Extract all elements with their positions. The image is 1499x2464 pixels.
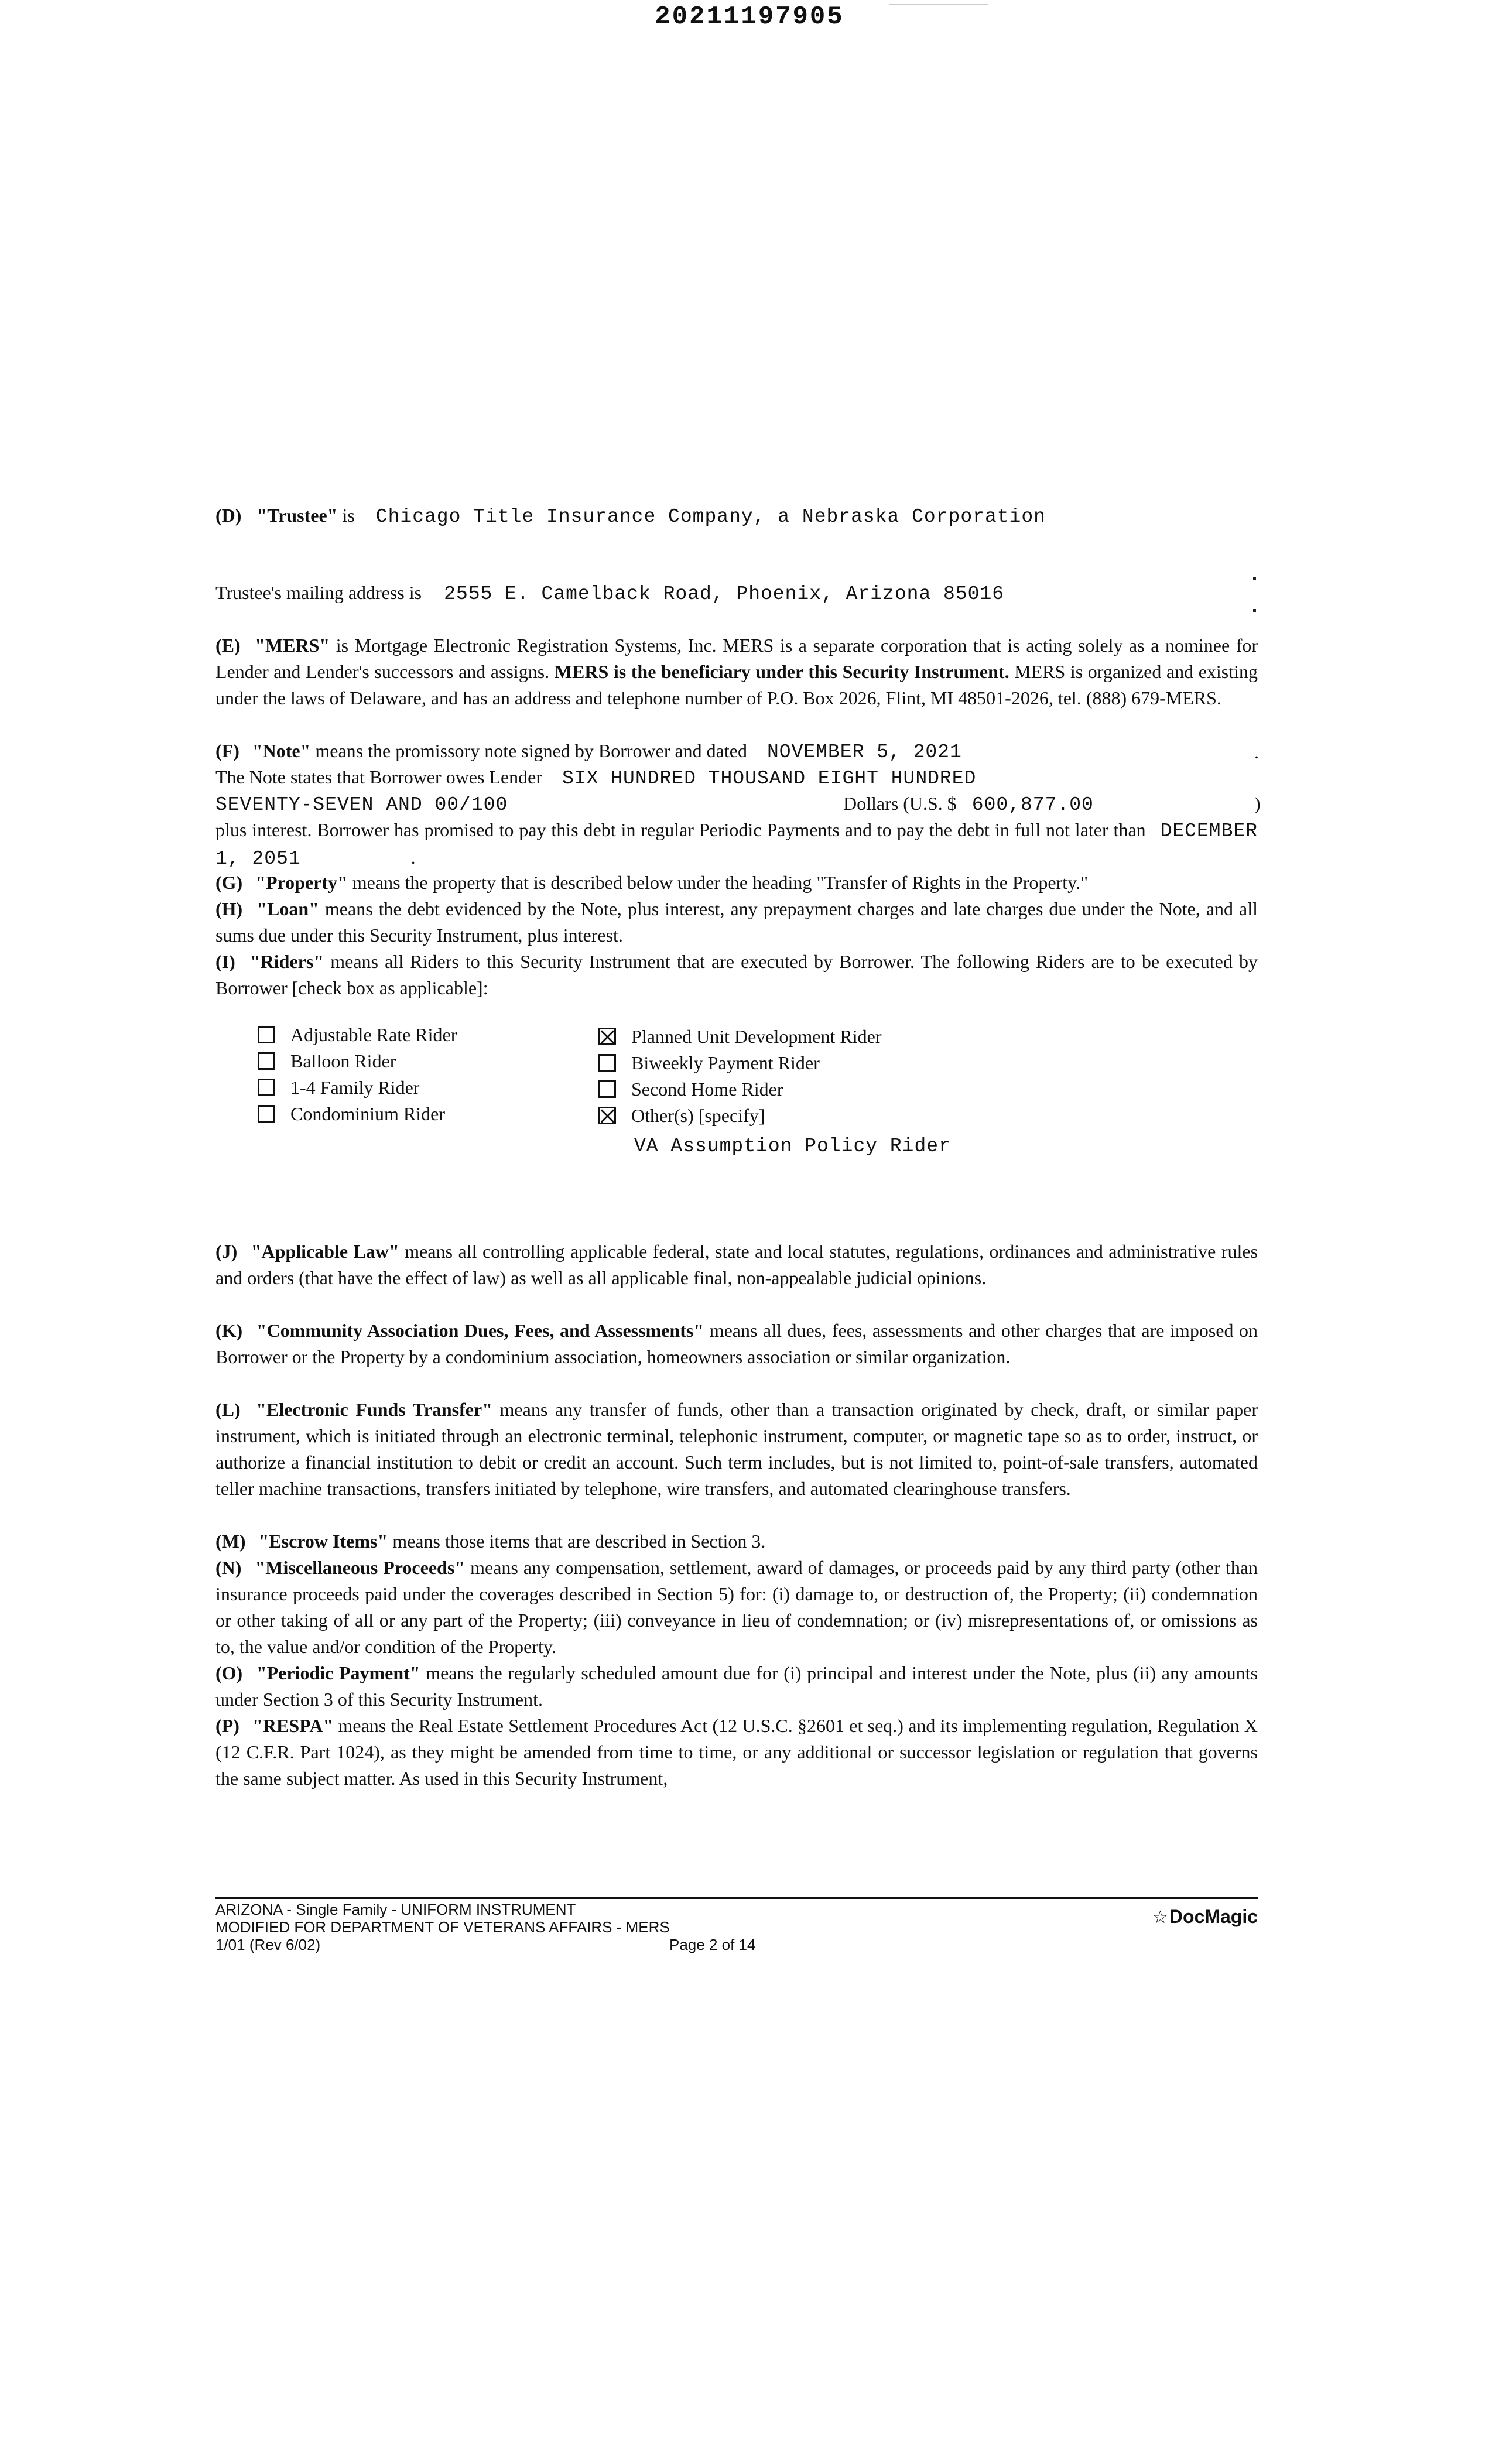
note-text-1: means the promissory note signed by Borrower and dated bbox=[315, 740, 747, 761]
riders-label: (I) bbox=[215, 951, 235, 972]
escrow-items-text: means those items that are described in Section 3. bbox=[392, 1531, 766, 1552]
escrow-items-paragraph bbox=[215, 1528, 1258, 1555]
trustee-address-line bbox=[215, 580, 1258, 607]
misc-proceeds-label: (N) bbox=[215, 1557, 242, 1578]
note-amount: 600,877.00 bbox=[971, 794, 1094, 816]
footer-line-2: MODIFIED FOR DEPARTMENT OF VETERANS AFFAIRS - MERS bbox=[215, 1918, 670, 1936]
community-association-paragraph bbox=[215, 1317, 1258, 1370]
rider-checkbox-checked[interactable] bbox=[598, 1107, 616, 1124]
rider-checkbox[interactable] bbox=[258, 1052, 275, 1070]
footer-page-number: Page 2 of 14 bbox=[669, 1936, 756, 1953]
note-line-1 bbox=[215, 738, 1258, 765]
loan-text: means the debt evidenced by the Note, plus interest, any prepayment charges and late charges due under the Note, and all sums due under this Security Instrument, plus interest. bbox=[215, 898, 1258, 946]
periodic-payment-text: means the regularly scheduled amount due for (i) principal and interest under the Note, plus (ii) any amounts under Section 3 of this Security Instrument. bbox=[215, 1662, 1258, 1710]
respa-paragraph bbox=[215, 1713, 1258, 1792]
docmagic-logo bbox=[1152, 1908, 1258, 1926]
mers-beneficiary-statement: MERS is the beneficiary under this Security Instrument. bbox=[554, 661, 1009, 682]
note-line-2 bbox=[215, 764, 1258, 792]
eft-label: (L) bbox=[215, 1399, 241, 1420]
header-rule bbox=[889, 4, 988, 5]
trustee-is: is bbox=[342, 505, 355, 526]
trustee-name: Chicago Title Insurance Company, a Nebraska Corporation bbox=[375, 506, 1046, 528]
note-dollars-line bbox=[843, 790, 1094, 818]
note-paragraph-end bbox=[215, 817, 1258, 872]
mers-label: (E) bbox=[215, 635, 241, 656]
footer-line-1: ARIZONA - Single Family - UNIFORM INSTRUMENT bbox=[215, 1901, 576, 1918]
escrow-items-label: (M) bbox=[215, 1531, 246, 1552]
margin-tick bbox=[1253, 609, 1256, 612]
trustee-line bbox=[215, 502, 1258, 530]
document-serial-number: 20211197905 bbox=[655, 2, 844, 32]
rider-other-specify: VA Assumption Policy Rider bbox=[634, 1135, 951, 1157]
rider-option-condominium: Condominium Rider bbox=[258, 1101, 445, 1127]
loan-term: "Loan" bbox=[256, 898, 319, 919]
loan-paragraph bbox=[215, 896, 1258, 949]
community-association-label: (K) bbox=[215, 1320, 243, 1341]
note-amount-words-1: SIX HUNDRED THOUSAND EIGHT HUNDRED bbox=[562, 768, 977, 789]
misc-proceeds-term: "Miscellaneous Proceeds" bbox=[255, 1557, 466, 1578]
applicable-law-text: means all controlling applicable federal, state and local statutes, regulations, ordinances and administrative rules and orders (that have the effect of law) as well as all applicable final, non-appealable judicial opinions. bbox=[215, 1241, 1258, 1288]
mers-term: "MERS" bbox=[255, 635, 330, 656]
property-label: (G) bbox=[215, 872, 243, 893]
trustee-address-label: Trustee's mailing address is bbox=[215, 582, 422, 603]
rider-checkbox[interactable] bbox=[258, 1026, 275, 1043]
star-icon: ☆ bbox=[1152, 1908, 1168, 1927]
loan-label: (H) bbox=[215, 898, 243, 919]
note-close-paren: ) bbox=[1254, 793, 1261, 814]
eft-text: means any transfer of funds, other than a transaction originated by check, draft, or similar paper instrument, which is initiated through an electronic terminal, telephonic instrument, computer, or magnetic tape so as to order, instruct, or authorize a financial institution to debit or credit an account. Such term includes, but is not limited to, point-of-sale transfers, automated teller machine transactions, transfers initiated by telephone, wire transfers, and automated clearinghouse transfers. bbox=[215, 1399, 1258, 1499]
note-dollars-label: Dollars (U.S. $ bbox=[843, 793, 957, 814]
community-association-term: "Community Association Dues, Fees, and Assessments" bbox=[256, 1320, 704, 1341]
applicable-law-paragraph bbox=[215, 1238, 1258, 1291]
note-date: NOVEMBER 5, 2021 bbox=[766, 741, 962, 763]
property-text: means the property that is described below under the heading "Transfer of Rights in the Property." bbox=[352, 872, 1089, 893]
periodic-payment-term: "Periodic Payment" bbox=[256, 1662, 420, 1683]
footer-form-info bbox=[215, 1901, 670, 1953]
note-term: "Note" bbox=[252, 740, 311, 761]
applicable-law-term: "Applicable Law" bbox=[251, 1241, 399, 1262]
trustee-term: "Trustee" bbox=[256, 505, 338, 526]
respa-text: means the Real Estate Settlement Procedures Act (12 U.S.C. §2601 et seq.) and its implementing regulation, Regulation X (12 C.F.R. Part 1024), as they might be amended from time to time, or any additional or successor legislation or regulation that governs the same subject matter. As used in this Security Instrument, bbox=[215, 1715, 1258, 1789]
applicable-law-label: (J) bbox=[215, 1241, 238, 1262]
footer-rule bbox=[215, 1897, 1258, 1899]
rider-checkbox[interactable] bbox=[598, 1054, 616, 1072]
rider-option-adjustable-rate: Adjustable Rate Rider bbox=[258, 1022, 457, 1048]
rider-option-1-4-family: 1-4 Family Rider bbox=[258, 1074, 419, 1101]
page-footer bbox=[215, 1897, 1258, 1962]
rider-checkbox[interactable] bbox=[258, 1079, 275, 1096]
mers-text-1: is Mortgage Electronic Registration Systems, Inc. MERS is a separate corporation that is acting solely as a nominee for Lender and Lender's successors and assigns. bbox=[215, 635, 1258, 682]
community-association-text: means all dues, fees, assessments and other charges that are imposed on Borrower or the Property by a condominium association, homeowners association or similar organization. bbox=[215, 1320, 1258, 1367]
note-label: (F) bbox=[215, 740, 239, 761]
note-amount-words-2: SEVENTY-SEVEN AND 00/100 bbox=[215, 794, 508, 816]
riders-paragraph bbox=[215, 949, 1258, 1001]
rider-option-biweekly-payment: Biweekly Payment Rider bbox=[598, 1050, 820, 1076]
docmagic-brand: DocMagic bbox=[1169, 1906, 1258, 1927]
riders-text: means all Riders to this Security Instrument that are executed by Borrower. The following Riders are to be executed by Borrower [check box as applicable]: bbox=[215, 951, 1258, 998]
trustee-address: 2555 E. Camelback Road, Phoenix, Arizona 85016 bbox=[444, 583, 1005, 605]
periodic-payment-label: (O) bbox=[215, 1662, 243, 1683]
mers-text-2: MERS is organized and existing under the laws of Delaware, and has an address and telephone number of P.O. Box 2026, Flint, MI 48501-2026, tel. (888) 679-MERS. bbox=[215, 661, 1258, 709]
note-maturity-date: DECEMBER 1, 2051 bbox=[215, 820, 1258, 870]
escrow-items-term: "Escrow Items" bbox=[258, 1531, 388, 1552]
property-term: "Property" bbox=[255, 872, 348, 893]
rider-option-second-home: Second Home Rider bbox=[598, 1076, 783, 1103]
mers-paragraph bbox=[215, 632, 1258, 711]
note-line-3 bbox=[215, 790, 1258, 818]
rider-checkbox-checked[interactable] bbox=[598, 1028, 616, 1045]
margin-tick bbox=[1253, 577, 1256, 580]
note-maturity-period: . bbox=[410, 847, 416, 868]
respa-label: (P) bbox=[215, 1715, 239, 1736]
rider-option-balloon: Balloon Rider bbox=[258, 1048, 396, 1074]
periodic-payment-paragraph bbox=[215, 1660, 1258, 1713]
eft-term: "Electronic Funds Transfer" bbox=[256, 1399, 492, 1420]
property-paragraph bbox=[215, 870, 1258, 896]
note-period: . bbox=[1254, 741, 1259, 762]
riders-term: "Riders" bbox=[249, 951, 324, 972]
respa-term: "RESPA" bbox=[252, 1715, 334, 1736]
note-text-2: The Note states that Borrower owes Lender bbox=[215, 766, 543, 788]
note-text-3: plus interest. Borrower has promised to pay this debt in regular Periodic Payments and to pay the debt in full not later than bbox=[215, 819, 1146, 840]
rider-checkbox[interactable] bbox=[598, 1080, 616, 1098]
footer-line-3: 1/01 (Rev 6/02) bbox=[215, 1936, 321, 1953]
misc-proceeds-text: means any compensation, settlement, award of damages, or proceeds paid by any third party (other than insurance proceeds paid under the coverages described in Section 5) for: (i) damage to, or destruction of, the Property; (ii) condemnation or other taking of all or any part of the Property; (iii) conveyance in lieu of condemnation; or (iv) misrepresentations of, or omissions as to, the value and/or condition of the Property. bbox=[215, 1557, 1258, 1657]
trustee-label: (D) bbox=[215, 505, 242, 526]
rider-option-other: Other(s) [specify] bbox=[598, 1103, 765, 1129]
misc-proceeds-paragraph bbox=[215, 1555, 1258, 1660]
rider-checkbox[interactable] bbox=[258, 1105, 275, 1123]
eft-paragraph bbox=[215, 1397, 1258, 1502]
rider-option-planned-unit-development: Planned Unit Development Rider bbox=[598, 1024, 881, 1050]
